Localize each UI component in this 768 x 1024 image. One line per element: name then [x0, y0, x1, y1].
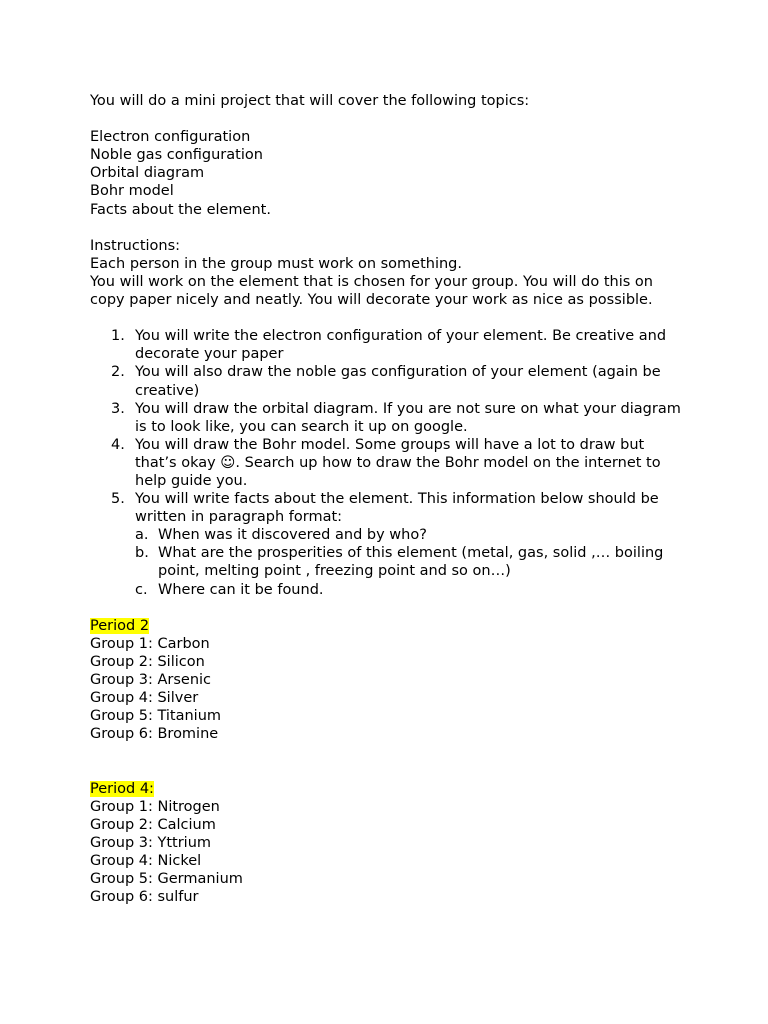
substep-item	[135, 544, 690, 580]
topic-item: Bohr model	[90, 183, 174, 200]
group-assignment: Group 2: Calcium	[90, 816, 216, 833]
topics-list	[90, 128, 690, 218]
topic-item: Orbital diagram	[90, 165, 205, 182]
period4-heading: Period 4:	[90, 780, 154, 797]
topic-item: Electron configuration	[90, 129, 251, 146]
steps-list	[90, 327, 690, 598]
group-assignment: Group 1: Carbon	[90, 635, 210, 652]
group-assignment: Group 1: Nitrogen	[90, 798, 220, 815]
instructions-line: Each person in the group must work on something.	[90, 255, 462, 272]
substep-letter: c.	[135, 581, 148, 598]
substep-item	[135, 581, 690, 599]
step-text: You will draw the Bohr model. Some groups will have a lot to draw but that’s okay ☺. Search up how to draw the Bohr model on the internet to help guide you.	[135, 436, 661, 489]
document-page	[90, 92, 690, 906]
step-item	[90, 436, 690, 490]
substep-letter: b.	[135, 545, 149, 562]
period2-groups	[90, 635, 690, 744]
step-number: 1.	[111, 328, 125, 345]
group-assignment: Group 5: Titanium	[90, 708, 222, 725]
instructions-heading: Instructions:	[90, 237, 181, 254]
group-assignment: Group 2: Silicon	[90, 653, 205, 670]
step-text: You will write facts about the element. This information below should be written in paragraph format:	[135, 491, 659, 526]
substep-text: What are the prosperities of this element (metal, gas, solid ,… boiling point, melting point , freezing point and so on…)	[158, 545, 664, 580]
group-assignment: Group 3: Arsenic	[90, 672, 212, 688]
period2-heading-line	[90, 617, 690, 635]
group-assignment: Group 4: Nickel	[90, 852, 202, 869]
step-number: 5.	[111, 491, 125, 508]
substep-letter: a.	[135, 527, 149, 544]
period4-groups	[90, 798, 690, 907]
group-assignment: Group 6: sulfur	[90, 889, 199, 906]
topic-item: Noble gas configuration	[90, 147, 263, 164]
step-item	[90, 363, 690, 399]
group-assignment: Group 6: Bromine	[90, 726, 219, 743]
step-number: 2.	[111, 364, 125, 381]
step-number: 3.	[111, 400, 125, 417]
step-text: You will write the electron configuration of your element. Be creative and decorate your paper	[135, 328, 667, 363]
step-text: You will draw the orbital diagram. If you are not sure on what your diagram is to look like, you can search it up on google.	[135, 400, 681, 435]
period4-heading-line	[90, 780, 690, 798]
substep-text: Where can it be found.	[158, 581, 324, 598]
period2-heading: Period 2	[90, 617, 150, 634]
topic-item: Facts about the element.	[90, 201, 271, 218]
group-assignment: Group 4: Silver	[90, 690, 199, 707]
group-assignment: Group 3: Yttrium	[90, 834, 212, 851]
substeps-list	[135, 526, 690, 598]
substep-item	[135, 526, 690, 544]
step-item	[90, 400, 690, 436]
step-item	[90, 490, 690, 599]
step-number: 4.	[111, 436, 125, 453]
instructions-paragraph: You will work on the element that is chosen for your group. You will do this on copy paper nicely and neatly. You will decorate your work as nice as possible.	[90, 273, 653, 309]
step-item	[90, 327, 690, 363]
group-assignment: Group 5: Germanium	[90, 871, 243, 888]
intro-text: You will do a mini project that will cover the following topics:	[90, 93, 530, 109]
step-text: You will also draw the noble gas configuration of your element (again be creative)	[135, 364, 661, 399]
substep-text: When was it discovered and by who?	[158, 527, 427, 544]
